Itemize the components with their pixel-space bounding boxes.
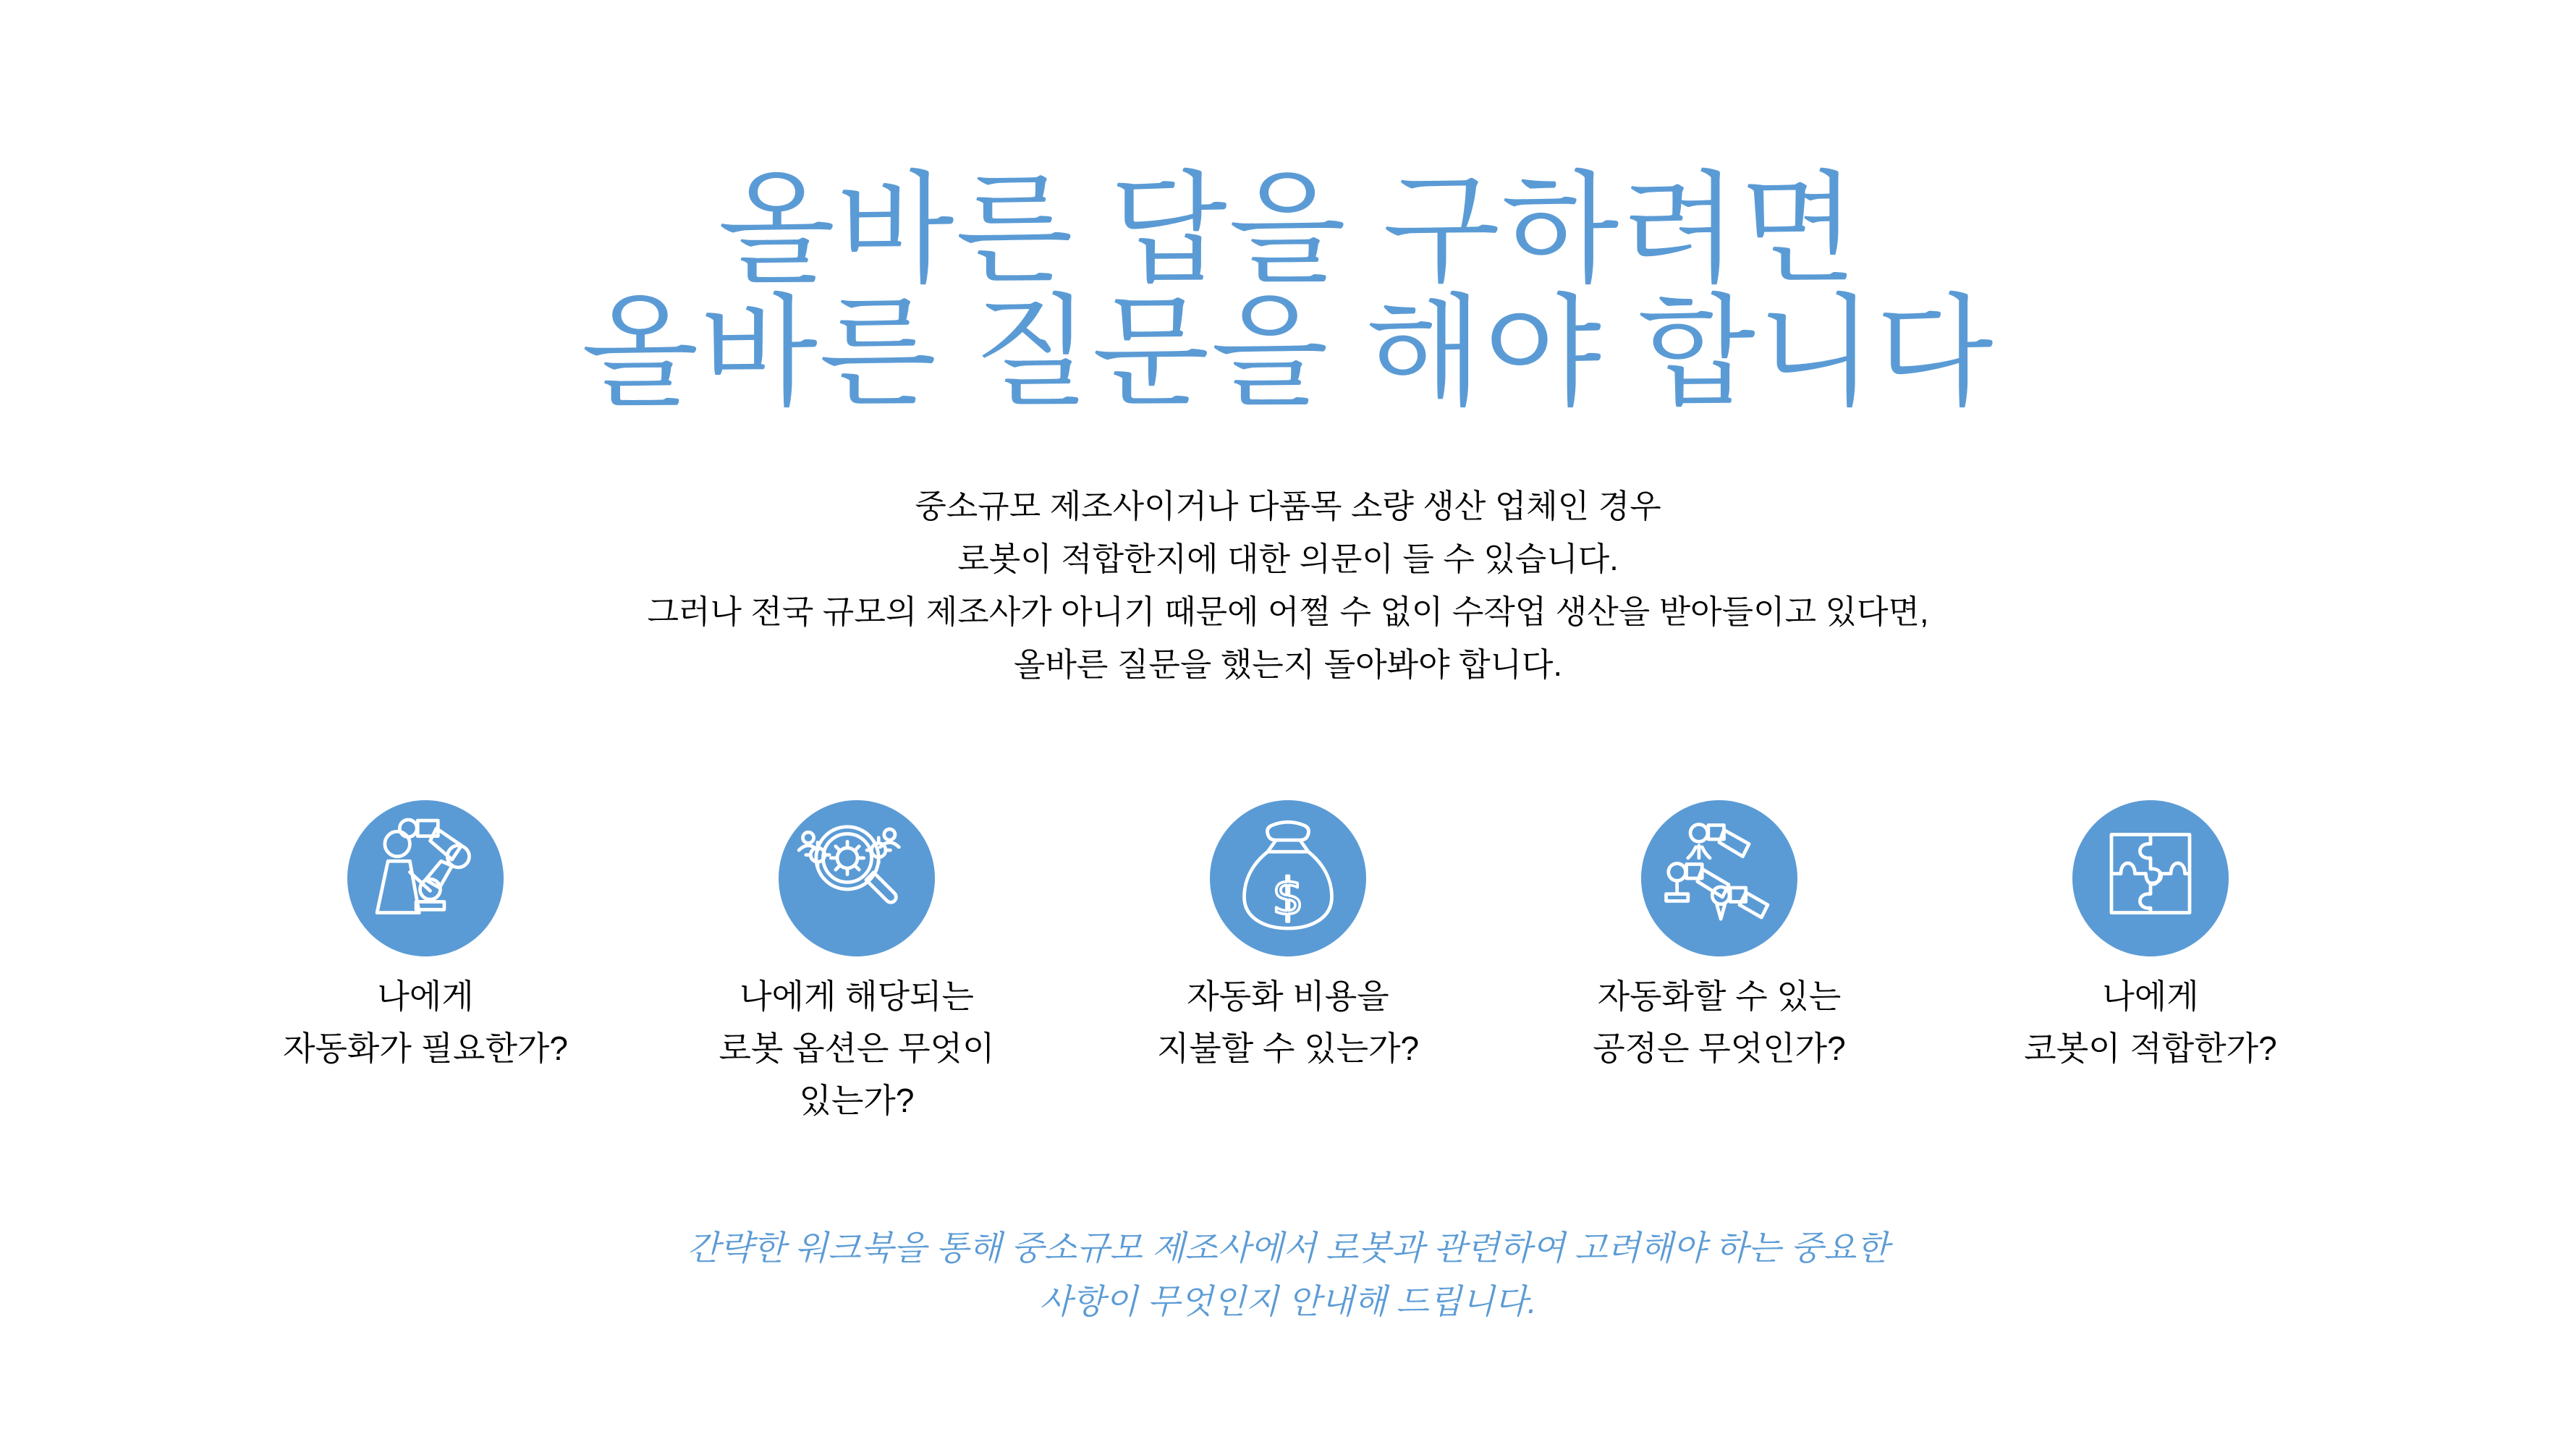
- footnote: [0, 1221, 2576, 1328]
- question-label-line-1: 나에게: [2102, 977, 2199, 1015]
- intro-line-2: 로봇이 적합한지에 대한 의문이 들 수 있습니다.: [957, 540, 1619, 577]
- question-label-line-2: 코봇이 적합한가?: [2024, 1030, 2277, 1067]
- intro-line-3: 그러나 전국 규모의 제조사가 아니기 때문에 어쩔 수 없이 수작업 생산을 받아들이고 있다면,: [647, 593, 1929, 630]
- robot-arms-icon: [1641, 800, 1797, 956]
- question-label: [654, 970, 1059, 1126]
- question-label: [1517, 970, 1922, 1074]
- question-card-automatable-processes: [1517, 800, 1922, 1074]
- question-label-line-1: 자동화 비용을: [1187, 977, 1389, 1015]
- question-label: [1948, 970, 2353, 1074]
- title-line-1: 올바른 답을 구하려면: [718, 161, 1858, 297]
- question-label-line-2: 지불할 수 있는가?: [1156, 1030, 1420, 1067]
- puzzle-icon: [2072, 800, 2229, 956]
- question-label-line-3: 있는가?: [799, 1082, 915, 1119]
- robot-options-search-icon: [779, 800, 935, 956]
- question-card-robot-options: [654, 800, 1059, 1126]
- question-label: [1085, 970, 1491, 1074]
- intro-line-4: 올바른 질문을 했는지 돌아봐야 합니다.: [1013, 646, 1563, 683]
- intro-paragraph: [0, 480, 2576, 691]
- footnote-line-1: 간략한 워크북을 통해 중소규모 제조사에서 로봇과 관련하여 고려해야 하는 중요한: [687, 1229, 1889, 1267]
- question-label-line-1: 자동화할 수 있는: [1597, 977, 1842, 1015]
- question-label-line-2: 로봇 옵션은 무엇이: [719, 1030, 995, 1067]
- question-label: [223, 970, 628, 1074]
- question-card-automation-cost: [1085, 800, 1491, 1074]
- human-robot-collaboration-icon: [347, 800, 504, 956]
- page-title: [0, 161, 2576, 420]
- money-bag-icon: [1210, 800, 1366, 956]
- question-label-line-1: 나에게 해당되는: [740, 977, 974, 1015]
- intro-line-1: 중소규모 제조사이거나 다품목 소량 생산 업체인 경우: [915, 488, 1661, 525]
- svg-text:$: $: [1272, 868, 1304, 927]
- title-line-2: 올바른 질문을 해야 합니다: [581, 284, 1995, 420]
- footnote-line-2: 사항이 무엇인지 안내해 드립니다.: [1039, 1282, 1537, 1320]
- question-label-line-2: 공정은 무엇인가?: [1593, 1030, 1846, 1067]
- questions-row: [0, 800, 2576, 1234]
- question-label-line-2: 자동화가 필요한가?: [283, 1030, 568, 1067]
- question-card-cobot-fit: [1948, 800, 2353, 1074]
- question-card-need-automation: [223, 800, 628, 1074]
- question-label-line-1: 나에게: [377, 977, 474, 1015]
